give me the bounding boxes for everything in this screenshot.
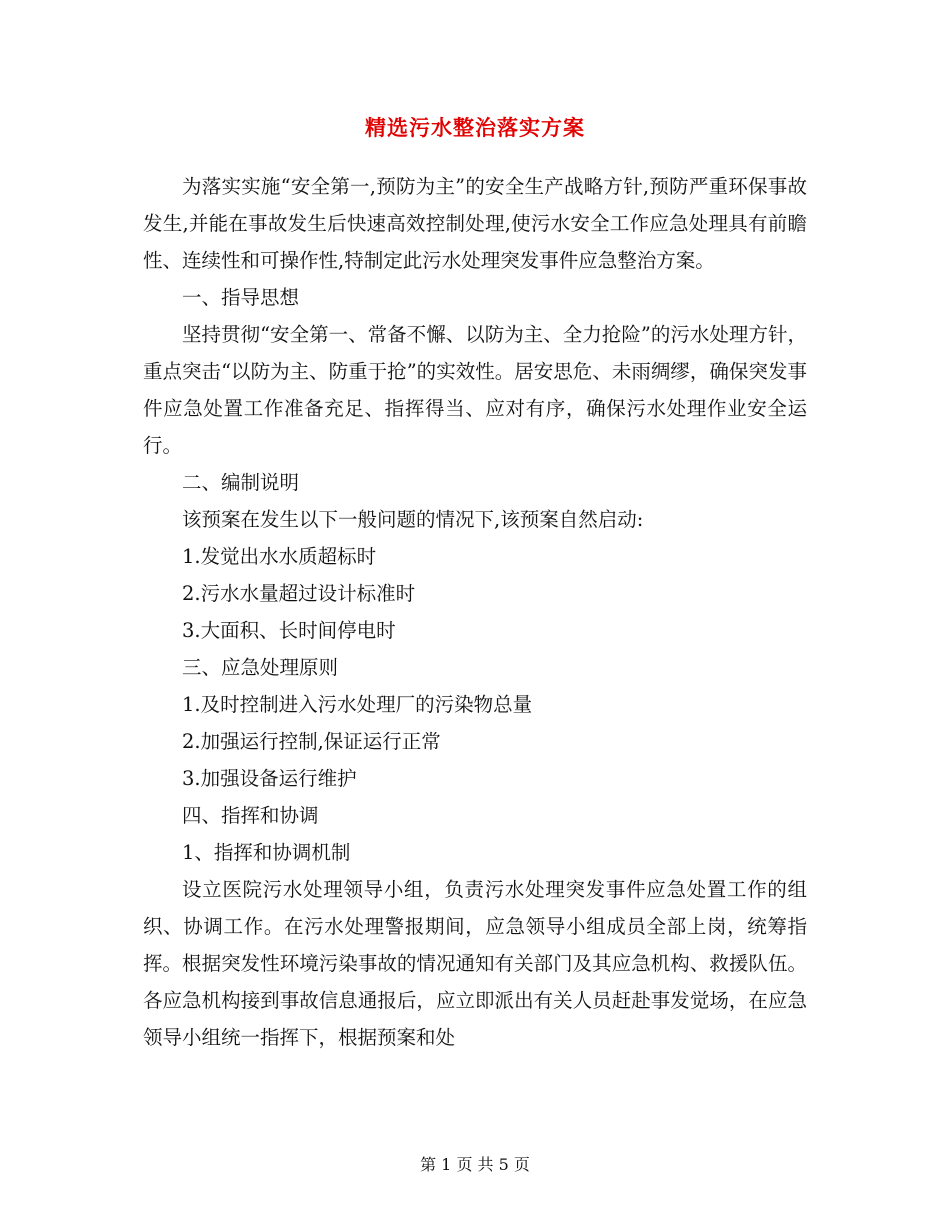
guiding-ideology-paragraph: 坚持贯彻“安全第一、常备不懈、以防为主、全力抢险”的污水处理方针，重点突击“以防为主、防重于抢”的实效性。居安思危、未雨绸缪，确保突发事件应急处置工作准备充足、指挥得当、应对有序，确保污水处理作业安全运行。 xyxy=(143,323,807,457)
list-item: 3.大面积、长时间停电时 xyxy=(182,619,396,642)
document-body xyxy=(143,168,807,1056)
section-heading-response-principles: 三、应急处理原则 xyxy=(182,656,339,679)
mechanism-paragraph: 设立医院污水处理领导小组，负责污水处理突发事件应急处置工作的组织、协调工作。在污水处理警报期间，应急领导小组成员全部上岗，统筹指挥。根据突发性环境污染事故的情况通知有关部门及其应急机构、救援队伍。各应急机构接到事故信息通报后，应立即派出有关人员赶赴事发觉场，在应急领导小组统一指挥下，根据预案和处 xyxy=(143,878,807,1049)
compilation-notes-paragraph: 该预案在发生以下一般问题的情况下,该预案自然启动: xyxy=(182,508,644,531)
document-title: 精选污水整治落实方案 xyxy=(365,115,585,140)
list-item: 2.加强运行控制,保证运行正常 xyxy=(182,730,441,753)
section-heading-compilation-notes: 二、编制说明 xyxy=(182,471,300,494)
section-heading-command-coordination: 四、指挥和协调 xyxy=(182,804,319,827)
intro-paragraph: 为落实实施“安全第一,预防为主”的安全生产战略方针,预防严重环保事故发生,并能在事故发生后快速高效控制处理,使污水安全工作应急处理具有前瞻性、连续性和可操作性,特制定此污水处理突发事件应急整治方案。 xyxy=(143,175,807,272)
subsection-heading-mechanism: 1、指挥和协调机制 xyxy=(182,841,351,864)
section-heading-guiding-ideology: 一、指导思想 xyxy=(182,286,300,309)
list-item: 1.及时控制进入污水处理厂的污染物总量 xyxy=(182,693,533,716)
list-item: 1.发觉出水水质超标时 xyxy=(182,545,377,568)
list-item: 3.加强设备运行维护 xyxy=(182,767,357,790)
list-item: 2.污水水量超过设计标准时 xyxy=(182,582,416,605)
page-footer: 第 1 页 共 5 页 xyxy=(420,1155,530,1174)
